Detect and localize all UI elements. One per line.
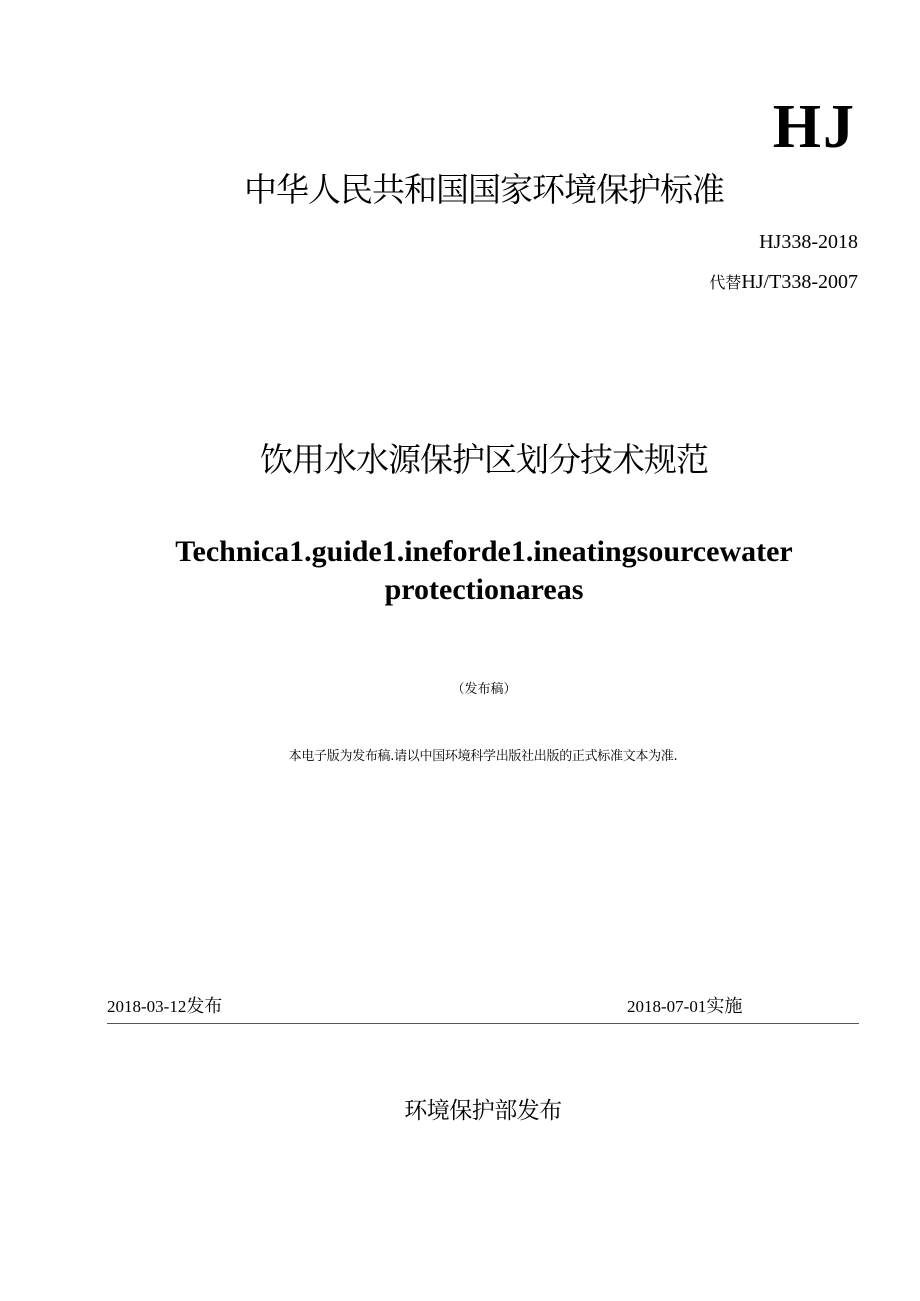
english-title-line-2: protectionareas [384, 573, 584, 606]
divider-line [107, 1023, 859, 1024]
publisher: 环境保护部发布 [404, 1098, 562, 1124]
implementation-date [627, 998, 742, 1016]
standard-number: HJ338-2018 [759, 231, 858, 253]
draft-label: （发布稿） [451, 682, 517, 697]
replaces-standard [709, 271, 858, 292]
implementation-date-value: 2018-07-01 [627, 997, 707, 1016]
document-title-english [0, 533, 920, 609]
document-title-chinese: 饮用水水源保护区划分技术规范 [260, 440, 708, 479]
replaces-label: 代替 [709, 273, 742, 292]
issue-date-label: 发布 [186, 996, 223, 1017]
edition-notice: 本电子版为发布稿.请以中国环境科学出版社出版的正式标准文本为准. [288, 749, 678, 764]
standard-logo: HJ [772, 93, 856, 161]
issue-date-value: 2018-03-12 [107, 997, 187, 1016]
english-title-line-1: Technica1.guide1.inefordе1.ineatingsourcewater [175, 535, 793, 568]
org-title: 中华人民共和国国家环境保护标准 [244, 170, 724, 209]
issue-date [107, 998, 222, 1016]
replaces-code: HJ/T338-2007 [741, 271, 858, 293]
implementation-date-label: 实施 [706, 996, 743, 1017]
